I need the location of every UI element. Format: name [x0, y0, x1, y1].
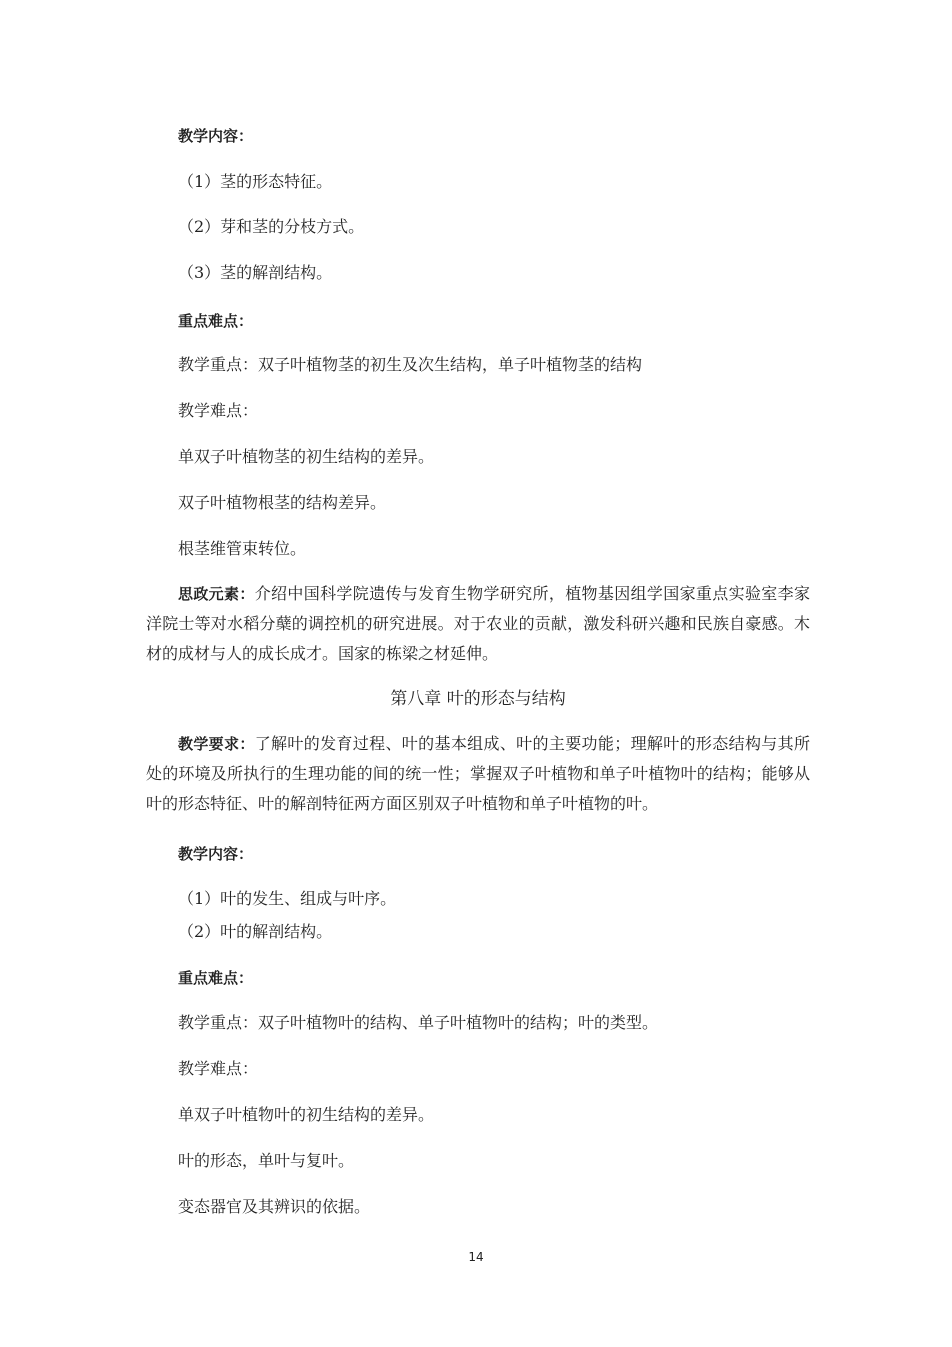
content-item: （2）叶的解剖结构。	[178, 922, 333, 941]
key-difficulty-label: 重点难点：	[178, 969, 254, 987]
teaching-content-label: 教学内容：	[178, 845, 254, 863]
difficulty-item: 单双子叶植物叶的初生结构的差异。	[178, 1105, 435, 1124]
difficulty-item: 根茎维管束转位。	[178, 539, 307, 558]
ideology-paragraph	[146, 579, 810, 669]
content-item: （3）茎的解剖结构。	[178, 263, 333, 282]
key-difficulty-label: 重点难点：	[178, 312, 254, 330]
difficulty-item: 变态器官及其辨识的依据。	[178, 1197, 371, 1216]
teaching-content-label: 教学内容：	[178, 127, 254, 145]
difficulty-label: 教学难点：	[178, 1059, 259, 1078]
key-point-text: 教学重点：双子叶植物茎的初生及次生结构，单子叶植物茎的结构	[178, 355, 643, 374]
content-item: （1）茎的形态特征。	[178, 172, 333, 191]
content-item: （1）叶的发生、组成与叶序。	[178, 889, 397, 908]
page-number: 14	[468, 1250, 484, 1264]
difficulty-item: 叶的形态，单叶与复叶。	[178, 1151, 355, 1170]
content-item: （2）芽和茎的分枝方式。	[178, 217, 365, 236]
difficulty-label: 教学难点：	[178, 401, 259, 420]
requirements-paragraph	[146, 729, 810, 819]
requirements-label: 教学要求：	[178, 735, 255, 753]
ideology-label: 思政元素：	[178, 585, 255, 603]
ideology-text: 介绍中国科学院遗传与发育生物学研究所，植物基因组学国家重点实验室李家洋院士等对水稻分蘖的调控机的研究进展。对于农业的贡献，激发科研兴趣和民族自豪感。木材的成材与人的成长成才。国家的栋梁之材延伸。	[146, 584, 810, 663]
requirements-text: 了解叶的发育过程、叶的基本组成、叶的主要功能；理解叶的形态结构与其所处的环境及所执行的生理功能的间的统一性；掌握双子叶植物和单子叶植物叶的结构；能够从叶的形态特征、叶的解剖特征两方面区别双子叶植物和单子叶植物的叶。	[146, 734, 810, 813]
difficulty-item: 双子叶植物根茎的结构差异。	[178, 493, 387, 512]
key-point-text: 教学重点：双子叶植物叶的结构、单子叶植物叶的结构；叶的类型。	[178, 1013, 659, 1032]
chapter-title: 第八章 叶的形态与结构	[390, 689, 566, 709]
difficulty-item: 单双子叶植物茎的初生结构的差异。	[178, 447, 435, 466]
